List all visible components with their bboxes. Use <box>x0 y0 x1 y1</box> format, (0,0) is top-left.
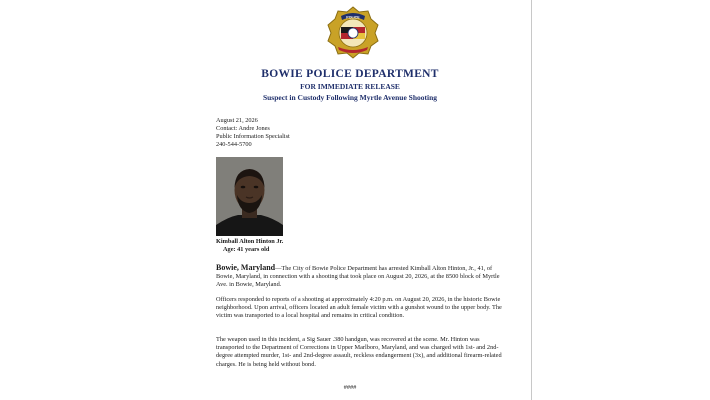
release-type: FOR IMMEDIATE RELEASE <box>300 82 400 91</box>
paragraph-response: Officers responded to reports of a shooting at approximately 4:20 p.m. on August 20, 2026, in the historic Bowie neighborhood. Upon arrival, officers located an adult female victim with a gunshot wound to the upper body. The victim was transported to a local hospital and remains in critical condition. <box>216 296 502 320</box>
end-of-release-mark: #### <box>343 384 357 391</box>
page-edge-divider <box>531 0 532 400</box>
contact-phone: 240-544-5700 <box>216 141 252 149</box>
release-headline: Suspect in Custody Following Myrtle Avenue Shooting <box>262 93 438 102</box>
badge-text: POLICE <box>346 15 360 20</box>
release-date: August 21, 2026 <box>216 117 258 124</box>
suspect-age: Age: 41 years old <box>223 246 270 253</box>
paragraph-charges: The weapon used in this incident, a Sig Sauer .380 handgun, was recovered at the scene. Mr. Hinton was transported to the Department of Corrections in Upper Marlboro, Maryland, and was charged with 1st- and 2nd-degree attempted murder, 1st- and 2nd-degree assault, reckless endangerment (3x), and additional firearm-related charges. He is being held without bond. <box>216 336 502 368</box>
paragraph-arrest-text: —The City of Bowie Police Department has arrested Kimball Alton Hinton, Jr., 41, of Bowie, Maryland, in connection with a shooting that took place on August 20, 2026, at the 8500 block of Myrtle Ave. in Bowie, Maryland. <box>216 265 500 289</box>
suspect-name: Kimball Alton Hinton Jr. <box>216 238 284 245</box>
contact-block <box>216 117 290 149</box>
department-title: BOWIE POLICE DEPARTMENT <box>261 68 439 80</box>
suspect-photo <box>216 157 283 236</box>
police-badge-logo <box>324 3 382 61</box>
paragraph-arrest <box>216 264 506 290</box>
suspect-caption <box>216 238 283 254</box>
contact-name: Contact: Andre Jones <box>216 125 270 133</box>
contact-role: Public Information Specialist <box>216 133 290 141</box>
dateline: Bowie, Maryland <box>216 263 276 272</box>
